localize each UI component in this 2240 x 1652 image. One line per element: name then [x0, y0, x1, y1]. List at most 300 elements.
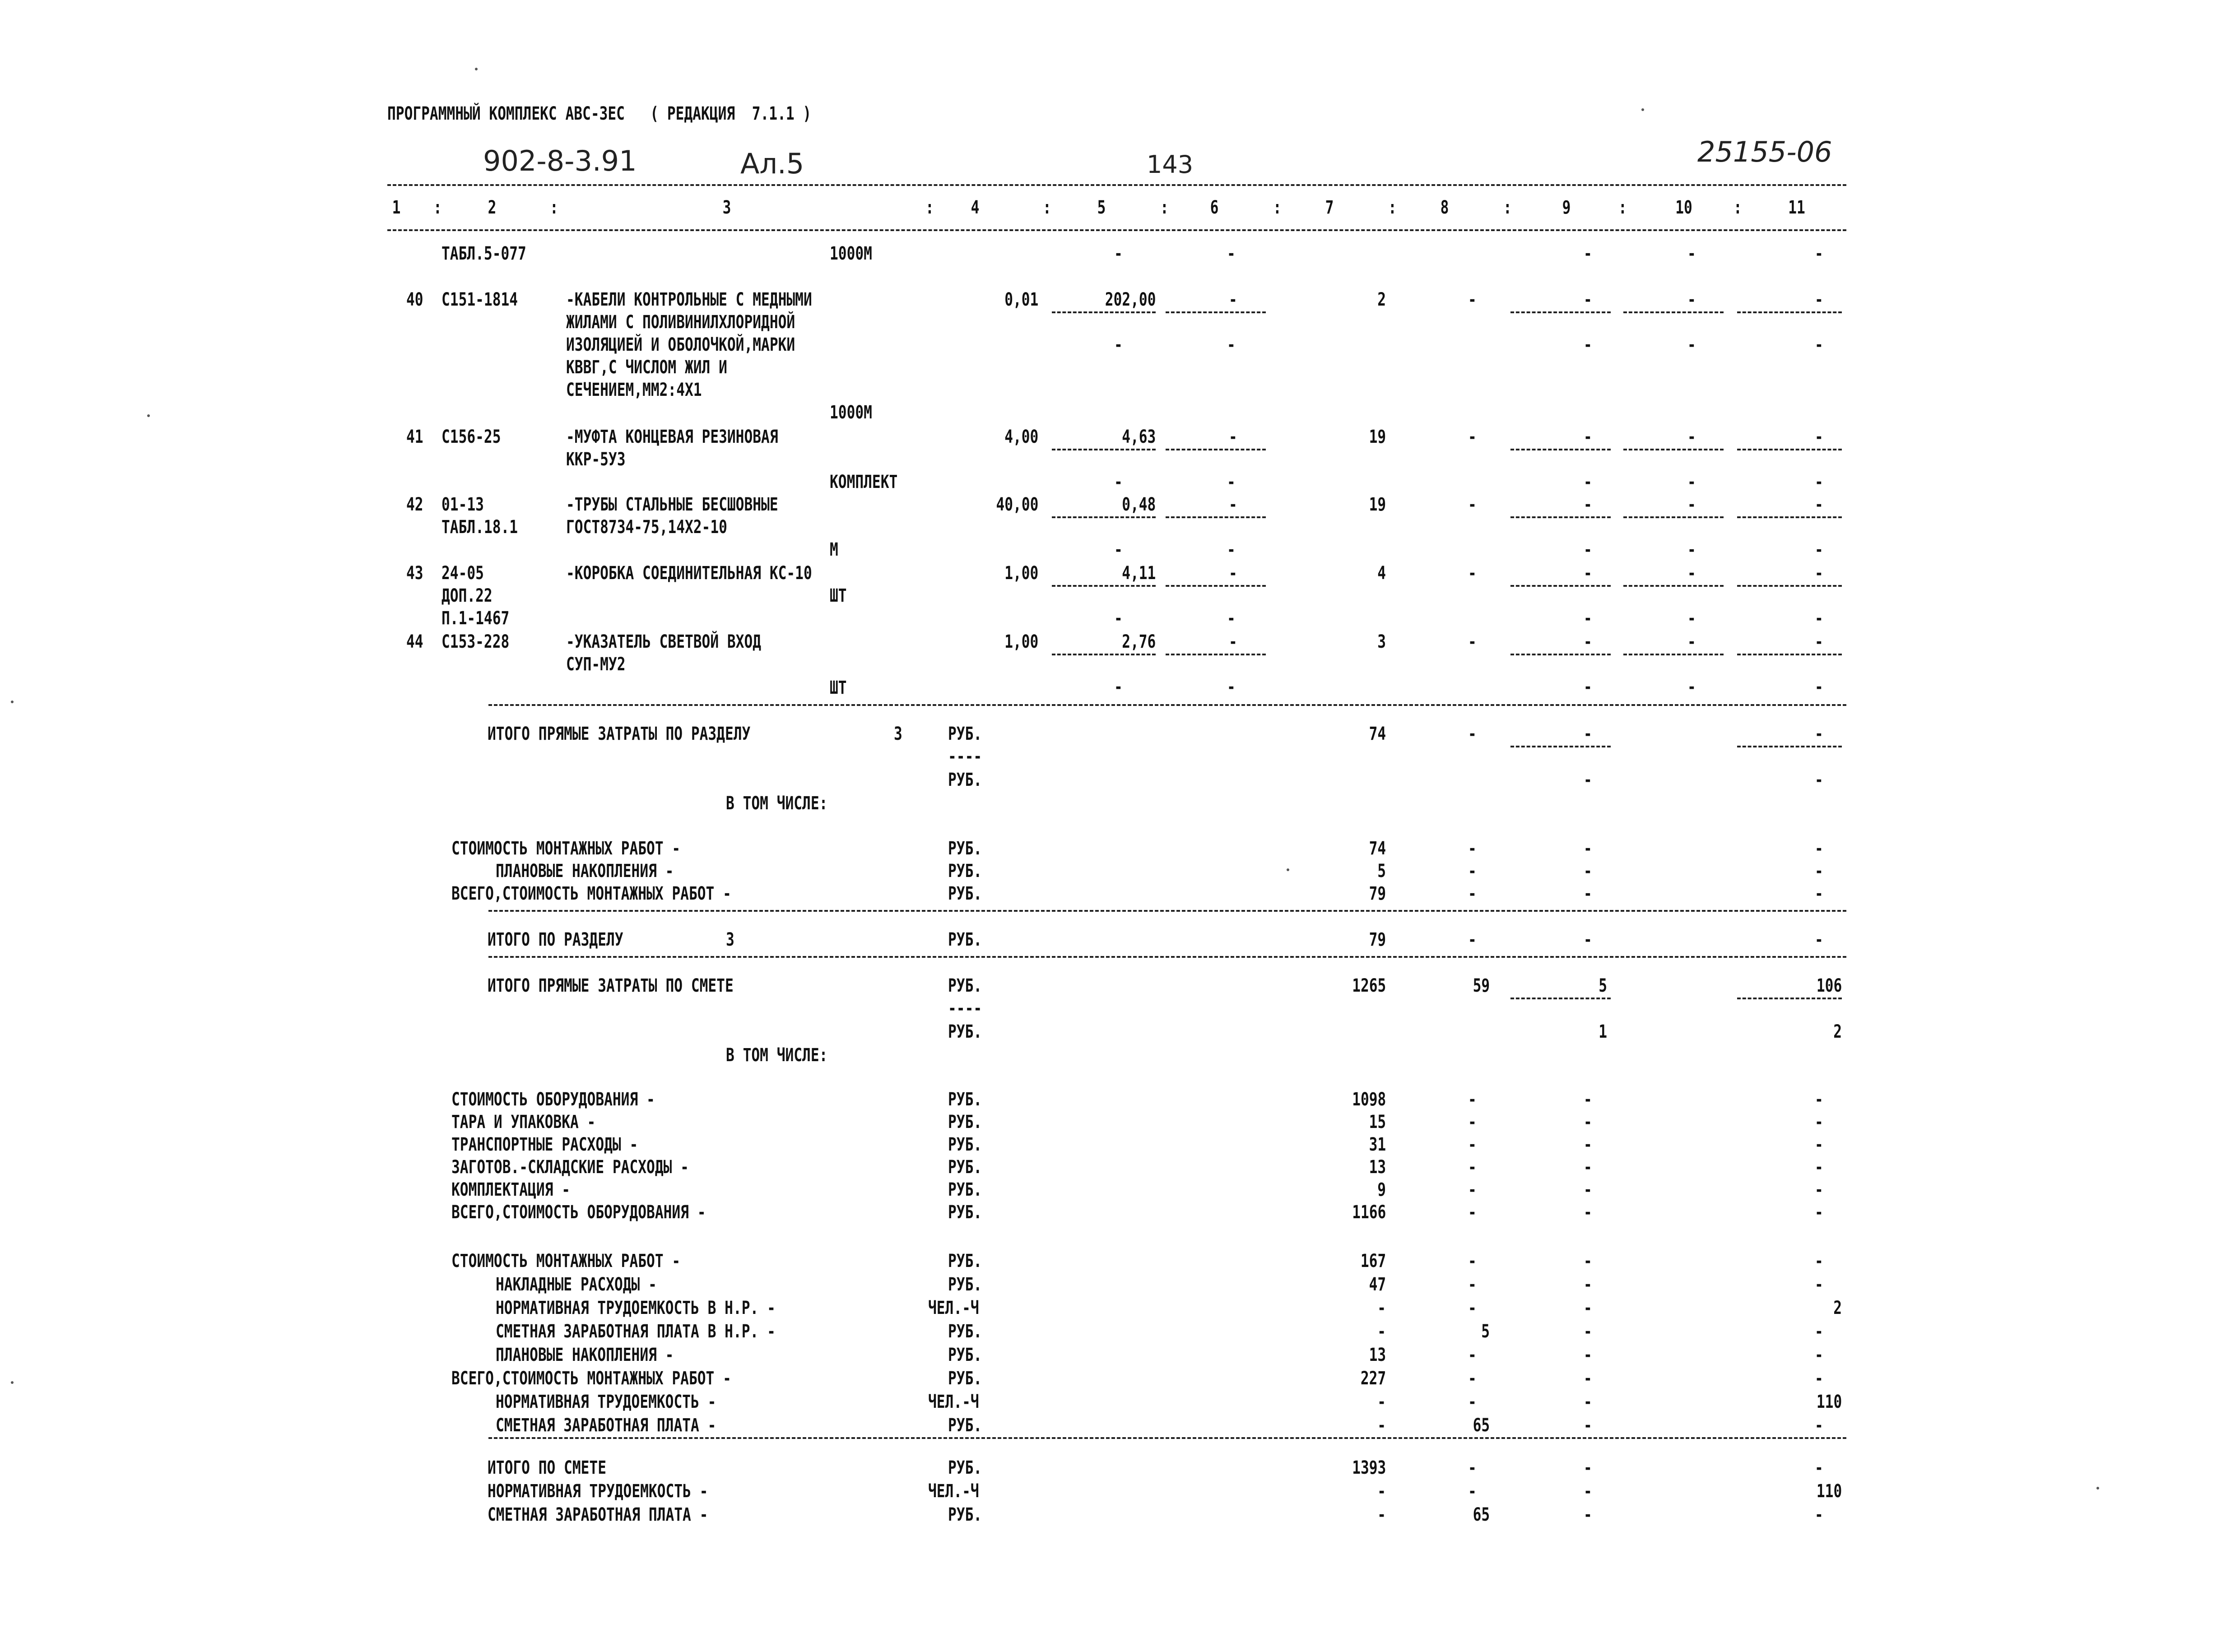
item-description-line: -КОРОБКА СОЕДИНИТЕЛЬНАЯ КС-10 [566, 563, 812, 584]
col11-dash-line2: - [1815, 677, 1823, 697]
col11-dash: - [1815, 838, 1823, 859]
col11-dash: - [1815, 929, 1823, 950]
col11-dash: - [1815, 1251, 1823, 1271]
final-row-unit: ЧЕЛ.-Ч [928, 1481, 979, 1502]
col11-dash: - [1815, 243, 1823, 264]
section-total-value: 79 [1369, 929, 1386, 950]
section-rule-1 [488, 704, 1846, 706]
estimate-sub-col9: 1 [1599, 1021, 1607, 1042]
header-rule-top [387, 184, 1846, 186]
col6-underline [1166, 654, 1266, 655]
item-description-line: -КАБЕЛИ КОНТРОЛЬНЫЕ С МЕДНЫМИ [566, 289, 812, 310]
col9-dash: - [1584, 861, 1592, 882]
install-row-unit: РУБ. [948, 1415, 982, 1436]
planned-savings-label: ПЛАНОВЫЕ НАКОПЛЕНИЯ - [496, 861, 674, 882]
col6-dash: - [1229, 427, 1237, 447]
col11-dash: - [1815, 494, 1823, 515]
column-separator: : [1618, 197, 1627, 218]
col11-dash: - [1815, 1134, 1823, 1155]
unit-rub: РУБ. [948, 770, 982, 790]
install-row-label: СМЕТНАЯ ЗАРАБОТНАЯ ПЛАТА В Н.Р. - [496, 1321, 776, 1342]
col9-dash: - [1584, 838, 1592, 859]
col8-dash: - [1468, 1368, 1477, 1389]
handwritten-project-code: 902-8-3.91 [483, 144, 637, 177]
col6-underline [1166, 311, 1266, 313]
col10-dash-line2: - [1687, 472, 1696, 492]
item-unit-price: 4,63 [1121, 427, 1156, 447]
unit-underline: ---- [948, 998, 982, 1019]
col9-dash: - [1584, 724, 1592, 744]
item-code: С151-1814 [441, 289, 518, 310]
scan-speck [1287, 868, 1289, 871]
col8-dash: - [1468, 1345, 1477, 1365]
col11-dash: - [1815, 1179, 1823, 1200]
estimate-direct-col7: 1265 [1352, 975, 1386, 996]
item-description-line: ИЗОЛЯЦИЕЙ И ОБОЛОЧКОЙ,МАРКИ [566, 334, 795, 355]
handwritten-album: Ал.5 [740, 147, 804, 180]
col8-dash: - [1468, 1481, 1477, 1502]
unit-underline: ---- [948, 746, 982, 767]
column-number-11: 11 [1788, 197, 1805, 218]
item-quantity: 1,00 [1004, 563, 1038, 584]
item-total: 3 [1377, 631, 1386, 652]
col9-dash: - [1584, 929, 1592, 950]
col9-dash: - [1584, 631, 1592, 652]
col8-dash: - [1468, 631, 1477, 652]
col5-underline [1052, 516, 1156, 518]
column-number-9: 9 [1562, 197, 1571, 218]
col8-dash: - [1468, 1179, 1477, 1200]
final-row-col7: - [1377, 1504, 1386, 1525]
col6-dash: - [1227, 243, 1236, 264]
install-row-col8: 5 [1481, 1321, 1490, 1342]
col6-underline [1166, 449, 1266, 450]
install-row-col7: 13 [1369, 1345, 1386, 1365]
col8-dash: - [1468, 1112, 1477, 1132]
header-rule-bottom [387, 229, 1846, 231]
scan-speck [1641, 108, 1644, 111]
col11-dash-line2: - [1815, 472, 1823, 492]
col5-dash: - [1114, 243, 1123, 264]
install-total-value: 79 [1369, 883, 1386, 904]
col6-dash-line2: - [1227, 677, 1236, 697]
col10-underline [1623, 449, 1724, 450]
item-number: 43 [406, 563, 423, 584]
col9-dash-line2: - [1584, 334, 1592, 355]
unit-rub: РУБ. [948, 724, 982, 744]
column-number-6: 6 [1210, 197, 1219, 218]
col11-dash: - [1815, 770, 1823, 790]
col9-underline [1510, 311, 1611, 313]
item-unit: КОМПЛЕКТ [830, 472, 898, 492]
col5-dash-line2: - [1114, 539, 1123, 560]
col10-dash-line2: - [1687, 608, 1696, 629]
scan-speck [11, 1381, 14, 1384]
col11-underline [1737, 449, 1842, 450]
col9-dash: - [1584, 1415, 1592, 1436]
col6-dash-line2: - [1227, 334, 1236, 355]
col9-dash: - [1584, 1274, 1592, 1295]
col11-dash: - [1815, 1157, 1823, 1178]
col8-dash: - [1468, 1274, 1477, 1295]
column-number-1: 1 [392, 197, 401, 218]
col10-dash: - [1687, 243, 1696, 264]
col9-dash: - [1584, 563, 1592, 584]
col8-dash: - [1468, 1298, 1477, 1318]
estimate-direct-col9: 5 [1599, 975, 1607, 996]
col6-underline [1166, 516, 1266, 518]
install-row-unit: РУБ. [948, 1345, 982, 1365]
col11-dash: - [1815, 724, 1823, 744]
equipment-row-label: КОМПЛЕКТАЦИЯ - [451, 1179, 570, 1200]
col8-dash: - [1468, 1089, 1477, 1110]
col9-dash: - [1584, 1157, 1592, 1178]
column-number-10: 10 [1675, 197, 1692, 218]
column-separator: : [550, 197, 558, 218]
equipment-row-value: 15 [1369, 1112, 1386, 1132]
col9-dash: - [1584, 1134, 1592, 1155]
install-total-label: ВСЕГО,СТОИМОСТЬ МОНТАЖНЫХ РАБОТ - [451, 883, 731, 904]
estimate-direct-col11: 106 [1816, 975, 1842, 996]
col8-dash: - [1468, 1392, 1477, 1412]
column-separator: : [1388, 197, 1397, 218]
col8-dash: - [1468, 1157, 1477, 1178]
item-unit-price: 4,11 [1121, 563, 1156, 584]
col5-dash-line2: - [1114, 608, 1123, 629]
unit-rub: РУБ. [948, 883, 982, 904]
col9-dash: - [1584, 883, 1592, 904]
install-row-unit: РУБ. [948, 1251, 982, 1271]
col11-underline [1737, 746, 1842, 747]
item-description-line: ЖИЛАМИ С ПОЛИВИНИЛХЛОРИДНОЙ [566, 312, 795, 333]
col8-dash: - [1468, 494, 1477, 515]
item-description-line: СЕЧЕНИЕМ,ММ2:4Х1 [566, 380, 702, 400]
final-row-label: НОРМАТИВНАЯ ТРУДОЕМКОСТЬ - [488, 1481, 708, 1502]
col9-dash: - [1584, 1251, 1592, 1271]
column-separator: : [1503, 197, 1512, 218]
col9-underline [1510, 998, 1611, 999]
scan-speck [147, 414, 150, 417]
column-separator: : [1043, 197, 1051, 218]
col9-dash: - [1584, 1481, 1592, 1502]
col9-dash: - [1584, 1202, 1592, 1223]
unit-rub: РУБ. [948, 1021, 982, 1042]
install-row-col7: - [1377, 1415, 1386, 1436]
item-description-line: ККР-5У3 [566, 449, 626, 470]
col10-dash-line2: - [1687, 539, 1696, 560]
section-total-label: ИТОГО ПО РАЗДЕЛУ [488, 929, 623, 950]
handwritten-sheet-code: 25155-06 [1697, 135, 1832, 168]
col10-dash: - [1687, 289, 1696, 310]
col9-dash: - [1584, 289, 1592, 310]
col6-dash: - [1229, 494, 1237, 515]
col11-dash: - [1815, 861, 1823, 882]
col6-dash: - [1229, 631, 1237, 652]
column-number-4: 4 [971, 197, 980, 218]
column-number-8: 8 [1440, 197, 1449, 218]
item-unit: 1000М [830, 402, 872, 423]
section-rule-3 [488, 956, 1846, 958]
col11-dash: - [1815, 289, 1823, 310]
col6-dash: - [1229, 289, 1237, 310]
col11-underline [1737, 654, 1842, 655]
estimate-direct-col8: 59 [1473, 975, 1490, 996]
col8-dash: - [1468, 427, 1477, 447]
col6-dash-line2: - [1227, 608, 1236, 629]
unit-label: 1000М [830, 243, 872, 264]
col11-dash: - [1815, 1274, 1823, 1295]
col11-dash: - [1815, 1202, 1823, 1223]
col8-dash: - [1468, 1457, 1477, 1478]
col8-dash: - [1468, 563, 1477, 584]
col11-dash: - [1815, 631, 1823, 652]
col11-dash-line2: - [1815, 334, 1823, 355]
install-row-col11: 2 [1833, 1298, 1842, 1318]
section-total-number: 3 [726, 929, 734, 950]
column-number-3: 3 [722, 197, 731, 218]
col8-dash: - [1468, 1202, 1477, 1223]
including-heading: В ТОМ ЧИСЛЕ: [726, 793, 828, 814]
col9-underline [1510, 449, 1611, 450]
col9-underline [1510, 585, 1611, 587]
estimate-rule [488, 1437, 1846, 1439]
scan-speck [475, 68, 478, 70]
unit-rub: РУБ. [948, 1157, 982, 1178]
col5-underline [1052, 311, 1156, 313]
equipment-row-label: ЗАГОТОВ.-СКЛАДСКИЕ РАСХОДЫ - [451, 1157, 689, 1178]
col11-dash: - [1815, 883, 1823, 904]
column-separator: : [925, 197, 934, 218]
col11-dash: - [1815, 1089, 1823, 1110]
item-number: 42 [406, 494, 423, 515]
column-number-7: 7 [1325, 197, 1334, 218]
item-total: 2 [1377, 289, 1386, 310]
item-unit: М [830, 539, 838, 560]
col9-dash-line2: - [1584, 608, 1592, 629]
col5-underline [1052, 449, 1156, 450]
estimate-sub-col11: 2 [1833, 1021, 1842, 1042]
item-unit: ШТ [830, 585, 847, 606]
item-unit-price: 202,00 [1105, 289, 1156, 310]
col5-underline [1052, 654, 1156, 655]
install-row-col8: 65 [1473, 1415, 1490, 1436]
item-description-line: КВВГ,С ЧИСЛОМ ЖИЛ И [566, 357, 727, 378]
col6-dash: - [1229, 563, 1237, 584]
col8-dash: - [1468, 883, 1477, 904]
column-separator: : [1160, 197, 1169, 218]
section-number: 3 [894, 724, 902, 744]
equipment-row-label: СТОИМОСТЬ ОБОРУДОВАНИЯ - [451, 1089, 655, 1110]
col11-dash: - [1815, 1457, 1823, 1478]
install-row-unit: ЧЕЛ.-Ч [928, 1298, 979, 1318]
estimate-direct-costs-label: ИТОГО ПРЯМЫЕ ЗАТРАТЫ ПО СМЕТЕ [488, 975, 734, 996]
column-number-2: 2 [488, 197, 497, 218]
col9-dash: - [1584, 1368, 1592, 1389]
col11-underline [1737, 585, 1842, 587]
col10-dash: - [1687, 427, 1696, 447]
section-direct-costs-label: ИТОГО ПРЯМЫЕ ЗАТРАТЫ ПО РАЗДЕЛУ [488, 724, 751, 744]
install-row-unit: РУБ. [948, 1321, 982, 1342]
unit-rub: РУБ. [948, 1089, 982, 1110]
unit-rub: РУБ. [948, 838, 982, 859]
item-number: 44 [406, 631, 423, 652]
col11-dash-line2: - [1815, 608, 1823, 629]
item-description-line: СУП-МУ2 [566, 654, 626, 675]
equipment-row-label: ТАРА И УПАКОВКА - [451, 1112, 596, 1132]
install-row-col7: 47 [1369, 1274, 1386, 1295]
handwritten-page-number: 143 [1147, 150, 1194, 179]
program-header: ПРОГРАММНЫЙ КОМПЛЕКС АВС-3ЕС ( РЕДАКЦИЯ 7.1.1 ) [387, 103, 812, 124]
column-separator: : [433, 197, 442, 218]
item-unit: ШТ [830, 678, 847, 698]
col10-underline [1623, 516, 1724, 518]
install-cost-label: СТОИМОСТЬ МОНТАЖНЫХ РАБОТ - [451, 838, 681, 859]
final-row-label: СМЕТНАЯ ЗАРАБОТНАЯ ПЛАТА - [488, 1504, 708, 1525]
col9-dash: - [1584, 1179, 1592, 1200]
col11-dash: - [1815, 1368, 1823, 1389]
install-row-col7: - [1377, 1298, 1386, 1318]
install-row-col11: 110 [1816, 1392, 1842, 1412]
col11-dash: - [1815, 1345, 1823, 1365]
col6-underline [1166, 585, 1266, 587]
final-row-col7: - [1377, 1481, 1386, 1502]
col9-dash-line2: - [1584, 472, 1592, 492]
planned-savings-value: 5 [1377, 861, 1386, 882]
install-row-col7: - [1377, 1392, 1386, 1412]
install-row-label: НАКЛАДНЫЕ РАСХОДЫ - [496, 1274, 657, 1295]
install-row-col7: - [1377, 1321, 1386, 1342]
col9-dash: - [1584, 1457, 1592, 1478]
column-number-5: 5 [1097, 197, 1106, 218]
unit-rub: РУБ. [948, 929, 982, 950]
unit-rub: РУБ. [948, 1112, 982, 1132]
col6-dash-line2: - [1227, 539, 1236, 560]
col9-dash: - [1584, 1321, 1592, 1342]
col11-dash: - [1815, 1415, 1823, 1436]
col11-dash: - [1815, 427, 1823, 447]
equipment-row-label: ВСЕГО,СТОИМОСТЬ ОБОРУДОВАНИЯ - [451, 1202, 706, 1223]
col11-dash: - [1815, 1504, 1823, 1525]
install-row-col7: 167 [1360, 1251, 1386, 1271]
estimate-including-heading: В ТОМ ЧИСЛЕ: [726, 1045, 828, 1066]
col5-dash-line2: - [1114, 472, 1123, 492]
col8-dash: - [1468, 929, 1477, 950]
col10-dash: - [1687, 631, 1696, 652]
section-direct-costs-value: 74 [1369, 724, 1386, 744]
col11-dash: - [1815, 1321, 1823, 1342]
item-quantity: 40,00 [996, 494, 1038, 515]
item-total: 19 [1369, 427, 1386, 447]
equipment-row-label: ТРАНСПОРТНЫЕ РАСХОДЫ - [451, 1134, 638, 1155]
col10-underline [1623, 654, 1724, 655]
col5-dash-line2: - [1114, 677, 1123, 697]
item-description-line: -ТРУБЫ СТАЛЬНЫЕ БЕСШОВНЫЕ [566, 494, 778, 515]
equipment-row-value: 1166 [1352, 1202, 1386, 1223]
col9-underline [1510, 654, 1611, 655]
column-separator: : [1733, 197, 1742, 218]
col11-dash: - [1815, 1112, 1823, 1132]
final-row-unit: РУБ. [948, 1457, 982, 1478]
item-description-line: -УКАЗАТЕЛЬ СВЕТВОЙ ВХОД [566, 631, 762, 652]
col5-underline [1052, 585, 1156, 587]
equipment-row-value: 13 [1369, 1157, 1386, 1178]
col11-underline [1737, 998, 1842, 999]
item-description-line: ГОСТ8734-75,14Х2-10 [566, 517, 727, 538]
item-code-line2: ТАБЛ.18.1 [441, 517, 518, 538]
col9-dash-line2: - [1584, 677, 1592, 697]
item-code-line3: П.1-1467 [441, 608, 510, 629]
unit-rub: РУБ. [948, 975, 982, 996]
col6-dash-line2: - [1227, 472, 1236, 492]
col11-underline [1737, 311, 1842, 313]
col9-dash: - [1584, 1298, 1592, 1318]
install-row-unit: РУБ. [948, 1274, 982, 1295]
item-code: 24-05 [441, 563, 484, 584]
unit-rub: РУБ. [948, 1202, 982, 1223]
col9-dash: - [1584, 1504, 1592, 1525]
section-rule-2 [488, 910, 1846, 912]
final-row-col11: 110 [1816, 1481, 1842, 1502]
col9-dash: - [1584, 243, 1592, 264]
col9-dash: - [1584, 1345, 1592, 1365]
final-row-unit: РУБ. [948, 1504, 982, 1525]
unit-rub: РУБ. [948, 1134, 982, 1155]
col9-dash: - [1584, 494, 1592, 515]
col10-dash-line2: - [1687, 334, 1696, 355]
equipment-row-value: 1098 [1352, 1089, 1386, 1110]
col8-dash: - [1468, 1134, 1477, 1155]
col9-dash: - [1584, 770, 1592, 790]
table-reference: ТАБЛ.5-077 [441, 243, 526, 264]
equipment-row-value: 31 [1369, 1134, 1386, 1155]
item-number: 41 [406, 427, 423, 447]
install-row-unit: РУБ. [948, 1368, 982, 1389]
install-row-col7: 227 [1360, 1368, 1386, 1389]
col9-underline [1510, 516, 1611, 518]
col11-underline [1737, 516, 1842, 518]
col9-dash: - [1584, 427, 1592, 447]
install-row-unit: ЧЕЛ.-Ч [928, 1392, 979, 1412]
install-row-label: НОРМАТИВНАЯ ТРУДОЕМКОСТЬ В Н.Р. - [496, 1298, 776, 1318]
install-row-label: СТОИМОСТЬ МОНТАЖНЫХ РАБОТ - [451, 1251, 681, 1271]
col10-dash: - [1687, 494, 1696, 515]
final-row-label: ИТОГО ПО СМЕТЕ [488, 1457, 606, 1478]
item-code: С153-228 [441, 631, 510, 652]
item-quantity: 0,01 [1004, 289, 1038, 310]
col10-underline [1623, 585, 1724, 587]
col9-underline [1510, 746, 1611, 747]
item-quantity: 4,00 [1004, 427, 1038, 447]
column-separator: : [1273, 197, 1282, 218]
col9-dash-line2: - [1584, 539, 1592, 560]
col8-dash: - [1468, 1251, 1477, 1271]
item-total: 4 [1377, 563, 1386, 584]
final-row-col7: 1393 [1352, 1457, 1386, 1478]
install-row-label: ВСЕГО,СТОИМОСТЬ МОНТАЖНЫХ РАБОТ - [451, 1368, 731, 1389]
col9-dash: - [1584, 1392, 1592, 1412]
col10-dash: - [1687, 563, 1696, 584]
item-quantity: 1,00 [1004, 631, 1038, 652]
col8-dash: - [1468, 289, 1477, 310]
col8-dash: - [1468, 724, 1477, 744]
final-row-col8: 65 [1473, 1504, 1490, 1525]
item-code: С156-25 [441, 427, 501, 447]
item-unit-price: 0,48 [1121, 494, 1156, 515]
install-cost-value: 74 [1369, 838, 1386, 859]
col9-dash: - [1584, 1089, 1592, 1110]
unit-rub: РУБ. [948, 861, 982, 882]
equipment-row-value: 9 [1377, 1179, 1386, 1200]
